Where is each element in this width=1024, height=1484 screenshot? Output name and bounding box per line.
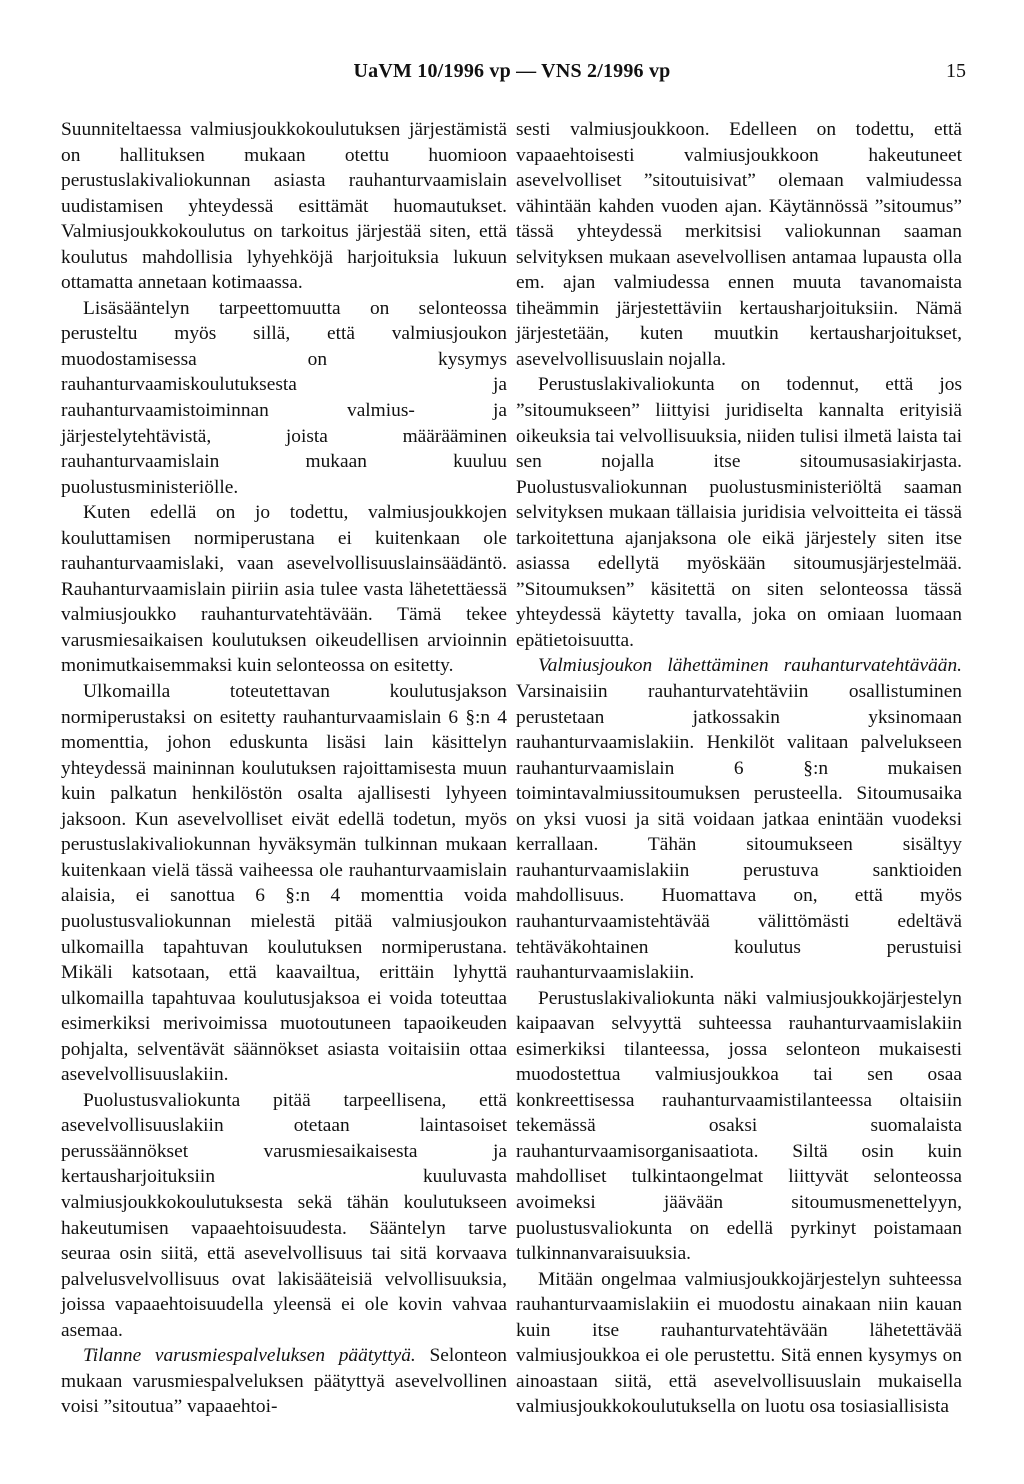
- paragraph: Lisäsääntelyn tarpeettomuutta on selonteossa perusteltu myös sillä, että valmiusjoukon muodostamisessa on kysymys rauhanturvaamiskoulutuksesta ja rauhanturvaamistoiminnan valmius- ja järjestelytehtävistä, joista määrääminen rauhanturvaamislain mukaan kuuluu puolustusministeriölle.: [61, 297, 507, 498]
- paragraph: sesti valmiusjoukkoon. Edelleen on todettu, että vapaaehtoisesti valmiusjoukkoon hakeutuneet asevelvolliset ”sitoutuisivat” olemaan valmiudessa vähintään kahden vuoden ajan. Käytännössä ”sitoumus” tässä yhteydessä merkitsisi valiokunnan saaman selvityksen mukaan asevelvollisen antamaa lupausta olla em. ajan valmiudessa ennen muuta tavanomaista tiheämmin järjestettäviin kertausharjoituksiin. Nämä järjestetään, kuten muutkin kertausharjoitukset, asevelvollisuuslain nojalla.: [516, 119, 962, 370]
- section-heading: Valmiusjoukon lähettäminen rauhanturvatehtävään.: [538, 655, 962, 677]
- page-header: [0, 56, 1024, 96]
- paragraph: Puolustusvaliokunta pitää tarpeellisena, että asevelvollisuuslakiin otetaan laintasoiset perussäännökset varusmiesaikaisesta ja kertausharjoituksiin kuuluvasta valmiusjoukkokoulutuksesta sekä tähän koulutukseen hakeutumisen vapaaehtoisuudesta. Sääntelyn tarve seuraa osin siitä, että asevelvollisuus tai sitä korvaava palvelusvelvollisuus ovat lakisääteisiä velvollisuuksia, joissa vapaaehtoisuudella yleensä ei ole kovin vahvaa asemaa.: [61, 1089, 507, 1341]
- paragraph: [516, 653, 962, 985]
- paragraph-text: Selonteon mukaan varusmiespalveluksen päätyttyä asevelvollinen voisi ”sitoutua” vapaaehtoi-: [61, 1345, 507, 1418]
- paragraph: Ulkomailla toteutettavan koulutusjakson normiperustaksi on esitetty rauhanturvaamislain 6 §:n 4 momenttia, johon eduskunta lisäsi lain käsittelyn yhteydessä maininnan koulutuksen rajoittamisesta muun kuin palkatun henkilöstön osalta ajallisesti lyhyeen jaksoon. Kun asevelvolliset eivät edellä todetun, myös perustuslakivaliokunnan hyväksymän tulkinnan mukaan kuitenkaan vielä tässä vaiheessa ole rauhanturvaamislain alaisia, ei sanottua 6 §:n 4 momenttia voida puolustusvaliokunnan mielestä pitää valmiusjoukon ulkomailla tapahtuvan koulutuksen normiperustana. Mikäli katsotaan, että kaavailtua, erittäin lyhyttä ulkomailla tapahtuvaa koulutusjaksoa ei voida toteuttaa esimerkiksi merivoimissa muotoutuneen tapaoikeuden pohjalta, selventävät säännökset asiasta voitaisiin ottaa asevelvollisuuslakiin.: [61, 681, 507, 1086]
- paragraph: Perustuslakivaliokunta on todennut, että jos ”sitoumukseen” liittyisi juridiselta kannalta erityisiä oikeuksia tai velvollisuuksia, niiden tulisi ilmetä laista tai sen nojalla itse sitoumusasiakirjasta. Puolustusvaliokunnan puolustusministeriöltä saaman selvityksen mukaan tällaisia juridisia velvoitteita ei tässä tarkoitettuna ajanjaksona ole eikä järjestely siten itse asiassa edellytä myöskään sitoumusjärjestelmää. ”Sitoumuksen” käsitettä on siten selonteossa tässä yhteydessä käytetty tavalla, joka on omiaan luomaan epätietoisuutta.: [516, 374, 962, 651]
- paragraph: Mitään ongelmaa valmiusjoukkojärjestelyn suhteessa rauhanturvaamislakiin ei muodostu ainakaan niin kauan kuin itse rauhanturvatehtävään lähetettävää valmiusjoukkoa ei ole perustettu. Sitä ennen kysymys on ainoastaan siitä, että asevelvollisuuslain mukaisella valmiusjoukkokoulutuksella on luotu osa tosiasiallisista: [516, 1268, 962, 1418]
- section-heading: Tilanne varusmiespalveluksen päätyttyä.: [83, 1345, 416, 1367]
- right-column: [516, 117, 962, 1420]
- page-number: 15: [946, 60, 966, 82]
- paragraph: Perustuslakivaliokunta näki valmiusjoukkojärjestelyn kaipaavan selvyyttä suhteessa rauhanturvaamislakiin esimerkiksi tilanteessa, jossa selonteon mukaisesti muodostettua valmiusjoukkoa tai sen osaa konkreettisessa rauhanturvaamistilanteessa oltaisiin tekemässä osaksi suomalaista rauhanturvaamisorganisaatiota. Siltä osin kuin mahdolliset tulkintaongelmat liittyvät selonteossa avoimeksi jäävään sitoumusmenettelyyn, puolustusvaliokunta on edellä pyrkinyt poistamaan tulkinnanvaraisuuksia.: [516, 987, 962, 1265]
- left-column: [61, 117, 507, 1420]
- paragraph: Kuten edellä on jo todettu, valmiusjoukkojen kouluttamisen normiperustana ei kuitenkaan ole rauhanturvaamislaki, vaan asevelvollisuuslainsäädäntö. Rauhanturvaamislain piiriin asia tulee vasta lähetettäessä valmiusjoukko rauhanturvatehtävään. Tämä tekee varusmiesaikaisen koulutuksen oikeudellisen arvioinnin monimutkaisemmaksi kuin selonteossa on esitetty.: [61, 502, 507, 677]
- paragraph: Suunniteltaessa valmiusjoukkokoulutuksen järjestämistä on hallituksen mukaan otettu huomioon perustuslakivaliokunnan asiasta rauhanturvaamislain uudistamisen yhteydessä esittämät huomautukset. Valmiusjoukkokoulutus on tarkoitus järjestää siten, että koulutus mahdollisia lyhyehköjä harjoituksia lukuun ottamatta annetaan kotimaassa.: [61, 119, 507, 294]
- paragraph: [61, 1343, 507, 1420]
- paragraph-text: Varsinaisiin rauhanturvatehtäviin osallistuminen perustetaan jatkossakin yksinomaan rauhanturvaamislakiin. Henkilöt valitaan palvelukseen rauhanturvaamislain 6 §:n mukaisen toimintavalmiussitoumuksen perusteella. Sitoumusaika on yksi vuosi ja sitä voidaan jatkaa enintään vuodeksi kerrallaan. Tähän sitoumukseen sisältyy rauhanturvaamislakiin perustuva sanktioiden mahdollisuus. Huomattava on, että myös rauhanturvaamistehtävää välittömästi edeltävä tehtäväkohtainen koulutus perustuisi rauhanturvaamislakiin.: [516, 681, 962, 984]
- document-reference: UaVM 10/1996 vp — VNS 2/1996 vp: [353, 60, 671, 82]
